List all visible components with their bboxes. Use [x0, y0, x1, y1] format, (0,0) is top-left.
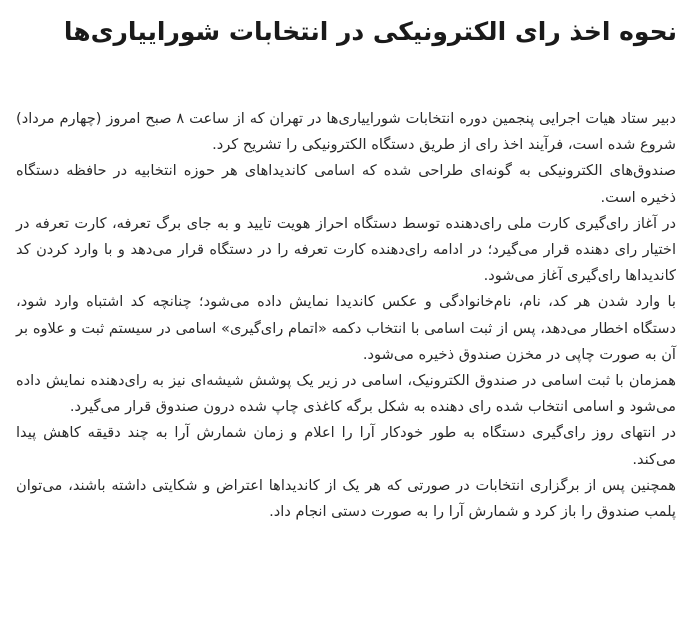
paragraph-candidate-codes: با وارد شدن هر کد، نام، نام‌خانوادگی و عکس کاندیدا نمایش داده می‌شود؛ چنانچه کد اشتباه وارد شود، دستگاه اخطار می‌دهد، پس از ثبت اسامی با انتخاب دکمه «اتمام رای‌گیری» اسامی در سیستم ثبت و علاوه بر آن به صورت چاپی در مخزن صندوق ذخیره می‌شود.	[16, 293, 676, 363]
paragraph-intro: دبیر ستاد هیات اجرایی پنجمین دوره انتخابات شوراییاری‌ها در تهران که از ساعت ۸ صبح امروز (چهارم مرداد) شروع شده است، فرآیند اخذ رای از طریق دستگاه الکترونیکی را تشریح کرد.	[16, 110, 676, 154]
paragraph-counting: در انتهای روز رای‌گیری دستگاه به طور خودکار آرا را اعلام و زمان شمارش آرا به چند دقیقه کاهش پیدا می‌کند.	[16, 424, 676, 468]
article-title: نحوه اخذ رای الکترونیکی در انتخابات شوراییاری‌ها	[63, 17, 677, 46]
paragraph-printed-ballot: همزمان با ثبت اسامی در صندوق الکترونیک، اسامی در زیر یک پوشش شیشه‌ای نیز به رای‌دهنده نمایش داده می‌شود و اسامی انتخاب شده رای دهنده به شکل برگه کاغذی چاپ شده درون صندوق قرار می‌گیرد.	[16, 372, 676, 416]
article-body	[16, 106, 676, 525]
paragraph-ballot-boxes: صندوق‌های الکترونیکی به گونه‌ای طراحی شده که اسامی کاندیداهای هر حوزه انتخابیه در حافظه دستگاه ذخیره است.	[16, 162, 676, 206]
paragraph-manual-recount: همچنین پس از برگزاری انتخابات در صورتی که هر یک از کاندیداها اعتراض و شکایتی داشته باشند، می‌توان پلمب صندوق را باز کرد و شمارش آرا را به صورت دستی انجام داد.	[16, 476, 676, 521]
paragraph-voting-start: در آغاز رای‌گیری کارت ملی رای‌دهنده توسط دستگاه احراز هویت تایید و به جای برگ تعرفه، کارت تعرفه در اختیار رای دهنده قرار می‌گیرد؛ در ادامه رای‌دهنده کارت تعرفه را در دستگاه قرار می‌دهد و با وارد کردن کد کاندیداها رای‌گیری آغاز می‌شود.	[16, 214, 676, 285]
